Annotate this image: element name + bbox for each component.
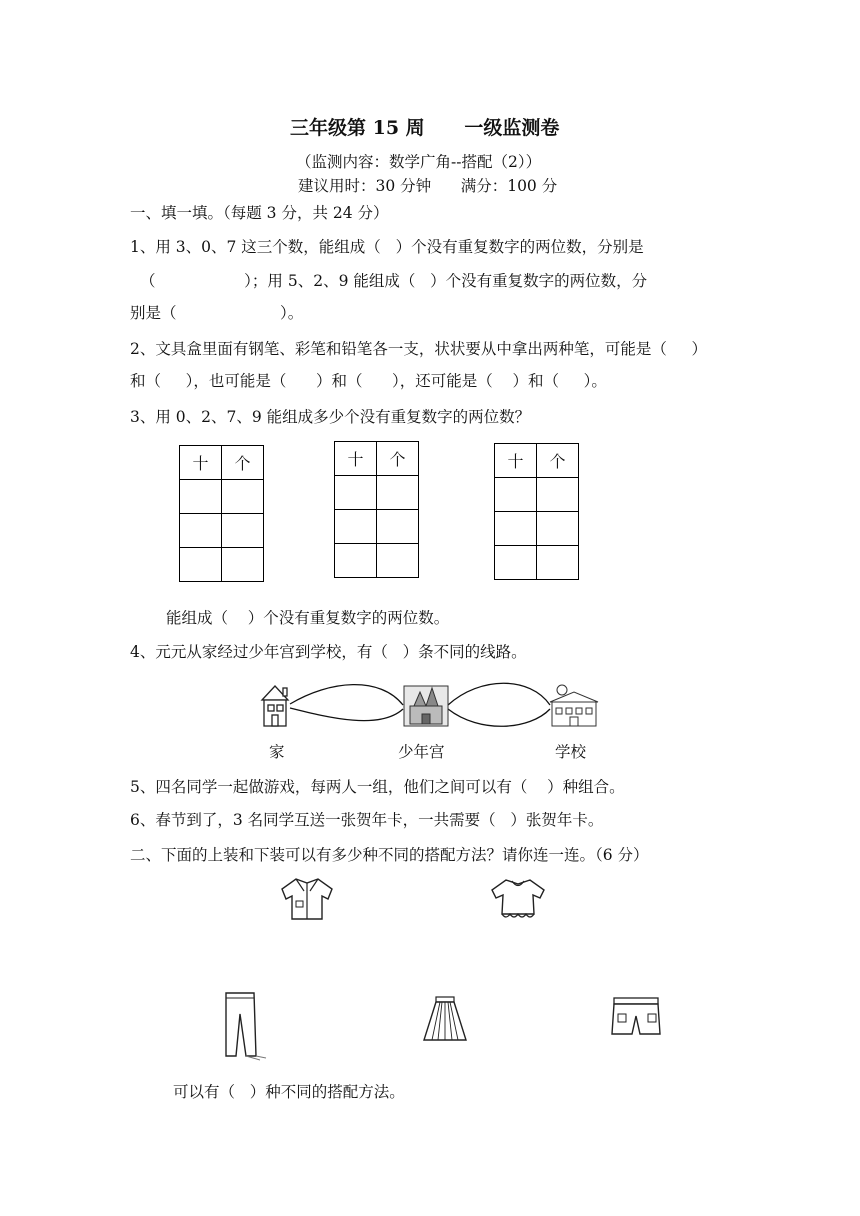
pants-icon (216, 990, 272, 1062)
question-3-answer: 能组成（ ）个没有重复数字的两位数。 (166, 609, 450, 627)
blouse-icon (488, 876, 548, 922)
grid-cell[interactable] (335, 476, 377, 510)
ones-header: 个 (537, 444, 579, 478)
question-1-line-1: 1、用 3、0、7 这三个数，能组成（ ）个没有重复数字的两位数，分别是 (130, 238, 644, 256)
shorts-icon (610, 994, 664, 1040)
tens-header: 十 (335, 442, 377, 476)
question-1-line-2: （ ）；用 5、2、9 能组成（ ）个没有重复数字的两位数，分 (140, 272, 648, 290)
grid-cell[interactable] (180, 480, 222, 514)
shirt-icon (276, 875, 338, 923)
grid-cell[interactable] (495, 546, 537, 580)
subtitle: （监测内容：数学广角--搭配（2）） (296, 153, 542, 171)
place-value-grid-3 (494, 443, 579, 580)
question-2-line-2: 和（ ），也可能是（ ）和（ ），还可能是（ ）和（ ）。 (130, 372, 607, 390)
grid-cell[interactable] (222, 480, 264, 514)
grid-cell[interactable] (377, 476, 419, 510)
grid-cell[interactable] (495, 478, 537, 512)
grid-cell[interactable] (377, 544, 419, 578)
palace-icon (404, 686, 448, 726)
tens-header: 十 (495, 444, 537, 478)
grid-cell[interactable] (377, 510, 419, 544)
question-1-line-3: 别是（ ）。 (130, 304, 304, 322)
school-label: 学校 (555, 743, 587, 761)
question-6: 6、春节到了，3 名同学互送一张贺年卡，一共需要（ ）张贺年卡。 (130, 811, 604, 829)
grid-cell[interactable] (495, 512, 537, 546)
place-value-grid-2 (334, 441, 419, 578)
place-value-grid-1 (179, 445, 264, 582)
grid-cell[interactable] (335, 544, 377, 578)
time-and-score: 建议用时：30 分钟 满分：100 分 (298, 177, 558, 195)
grid-cell[interactable] (180, 548, 222, 582)
school-icon (550, 685, 598, 726)
grid-cell[interactable] (222, 548, 264, 582)
grid-cell[interactable] (335, 510, 377, 544)
question-3: 3、用 0、2、7、9 能组成多少个没有重复数字的两位数？ (130, 408, 531, 426)
skirt-icon (420, 994, 470, 1048)
question-4: 4、元元从家经过少年宫到学校，有（ ）条不同的线路。 (130, 643, 527, 661)
section2-heading: 二、下面的上装和下装可以有多少种不同的搭配方法？请你连一连。（6 分） (130, 846, 649, 864)
section2-answer: 可以有（ ）种不同的搭配方法。 (173, 1083, 405, 1101)
grid-cell[interactable] (537, 512, 579, 546)
youth-palace-label: 少年宫 (398, 743, 445, 761)
grid-cell[interactable] (180, 514, 222, 548)
grid-cell[interactable] (537, 478, 579, 512)
route-diagram (250, 678, 610, 748)
section1-heading: 一、填一填。（每题 3 分，共 24 分） (130, 204, 389, 222)
grid-cell[interactable] (222, 514, 264, 548)
ones-header: 个 (377, 442, 419, 476)
ones-header: 个 (222, 446, 264, 480)
house-icon (262, 686, 288, 726)
page-title: 三年级第 15 周 一级监测卷 (290, 117, 560, 139)
home-label: 家 (269, 743, 285, 761)
tens-header: 十 (180, 446, 222, 480)
question-5: 5、四名同学一起做游戏，每两人一组，他们之间可以有（ ）种组合。 (130, 778, 625, 796)
grid-cell[interactable] (537, 546, 579, 580)
question-2-line-1: 2、文具盒里面有钢笔、彩笔和铅笔各一支，状状要从中拿出两种笔，可能是（ ） (130, 340, 707, 358)
